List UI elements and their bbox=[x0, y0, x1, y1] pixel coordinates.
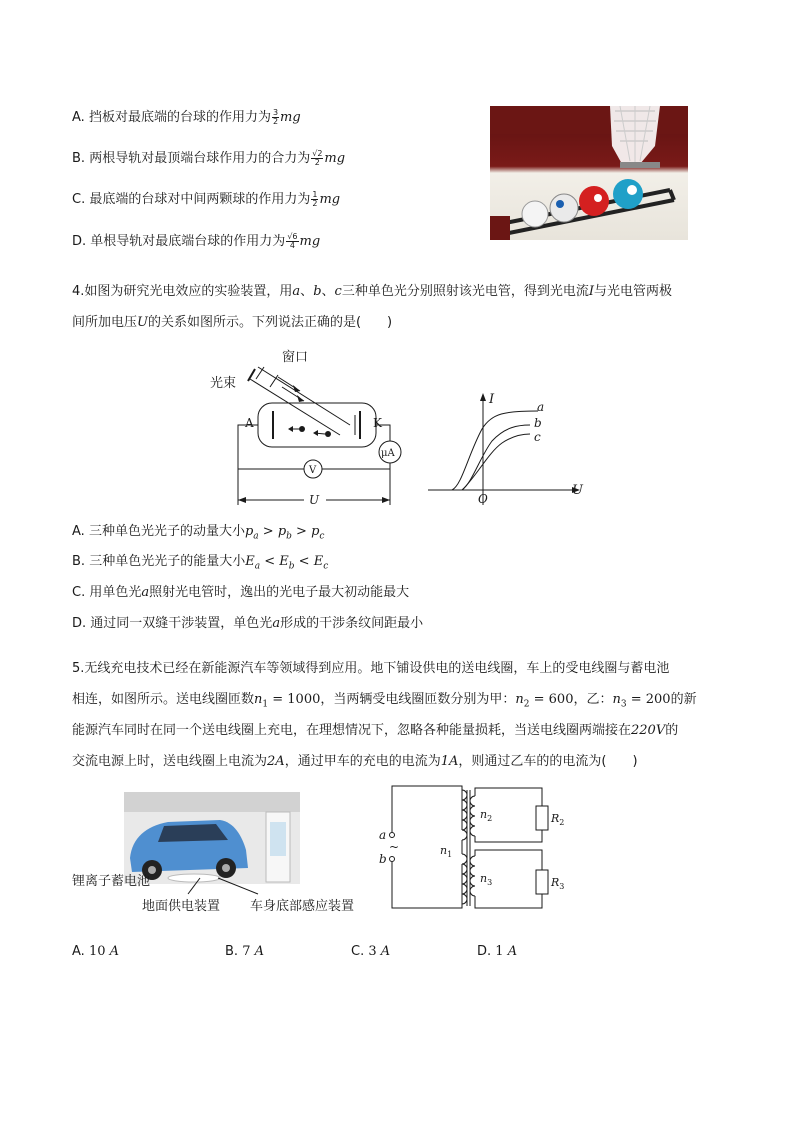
q5-option-c: C. 3 A bbox=[351, 944, 391, 959]
transformer-circuit bbox=[370, 782, 580, 912]
axis-i-label: I bbox=[489, 392, 495, 407]
q4-stem-line1: 4.如图为研究光电效应的实验装置，用a、b、c三种单色光分别照射该光电管，得到光电流I与光电管两极 bbox=[72, 284, 672, 299]
q4-option-c: C. 用单色光a照射光电管时，逸出的光电子最大初动能最大 bbox=[72, 585, 410, 600]
battery-label: 锂离子蓄电池 bbox=[72, 874, 151, 889]
q5-stem-line4: 交流电源上时，送电线圈上电流为2A，通过甲车的充电的电流为1A，则通过乙车的的电流为( ) bbox=[72, 754, 638, 769]
q3-option-d: D. 单根导轨对最底端台球的作用力为 $\frac{√6}{4}$ mg bbox=[72, 232, 321, 250]
n2-label: $n_2$ bbox=[480, 808, 493, 823]
curve-a-label: a bbox=[537, 400, 545, 414]
iu-graph bbox=[428, 392, 584, 506]
beam-label: 光束 bbox=[210, 376, 237, 391]
q5-option-d: D. 1 A bbox=[477, 944, 518, 959]
q5-stem-line1: 5.无线充电技术已经在新能源汽车等领域得到应用。地下铺设供电的送电线圈，车上的受电线圈与蓄电池 bbox=[72, 661, 670, 676]
q4-option-d: D. 通过同一双缝干涉装置，单色光a形成的干涉条纹间距最小 bbox=[72, 616, 424, 631]
q4-stem-line2: 间所加电压U的关系如图所示。下列说法正确的是( ) bbox=[72, 315, 393, 330]
microammeter-label: μA bbox=[381, 448, 395, 459]
axis-u-label: U bbox=[572, 483, 583, 498]
q4-option-b: B. 三种单色光光子的能量大小$E_a < E_b < E_c$ bbox=[72, 554, 329, 572]
q5-option-b: B. 7 A bbox=[225, 944, 265, 959]
curve-a bbox=[452, 411, 538, 490]
phototube bbox=[258, 403, 376, 447]
photoelectric-figure bbox=[200, 345, 600, 510]
window-label: 窗口 bbox=[282, 350, 309, 365]
billiard-rack-photo bbox=[490, 106, 688, 240]
ground-device-label: 地面供电装置 bbox=[142, 899, 221, 914]
q4-option-a: A. 三种单色光光子的动量大小$p_a > p_b > p_c$ bbox=[72, 524, 325, 542]
terminal-b-label: b bbox=[379, 852, 387, 866]
r2-label: $R_2$ bbox=[551, 812, 565, 827]
q3-option-c: C. 最底端的台球对中间两颗球的作用力为 $\frac{1}{2}$ mg bbox=[72, 190, 341, 208]
q3-option-b: B. 两根导轨对最顶端台球作用力的合力为 $\frac{√2}{2}$ mg bbox=[72, 149, 346, 167]
ac-symbol: ~ bbox=[389, 840, 400, 854]
n1-label: $n_1$ bbox=[440, 844, 453, 859]
q5-option-a: A. 10 A bbox=[72, 944, 120, 959]
car-device-label: 车身底部感应装置 bbox=[250, 899, 355, 914]
curve-c bbox=[462, 434, 530, 490]
curve-c-label: c bbox=[534, 430, 541, 444]
q5-stem-line2: 相连，如图所示。送电线圈匝数$n_1 = 1000$，当两辆受电线圈匝数分别为甲：$n_2 = 600$，乙：$n_3 = 200$的新 bbox=[72, 692, 697, 710]
q5-stem-line3: 能源汽车同时在同一个送电线圈上充电，在理想情况下，忽略各种能量损耗，当送电线圈两端接在220V的 bbox=[72, 723, 679, 738]
voltmeter-label: V bbox=[309, 465, 317, 476]
terminal-a-label: a bbox=[379, 828, 387, 842]
anode-label: A bbox=[245, 416, 254, 430]
n3-label: $n_3$ bbox=[480, 872, 493, 887]
r3-label: $R_3$ bbox=[551, 876, 565, 891]
cathode-label: K bbox=[373, 416, 382, 430]
voltage-label: U bbox=[309, 493, 320, 507]
callout-lines bbox=[140, 860, 300, 900]
curve-b-label: b bbox=[534, 416, 542, 430]
origin-label: O bbox=[478, 492, 488, 506]
q3-option-a: A. 挡板对最底端的台球的作用力为 $\frac{3}{2}$ mg bbox=[72, 108, 301, 126]
